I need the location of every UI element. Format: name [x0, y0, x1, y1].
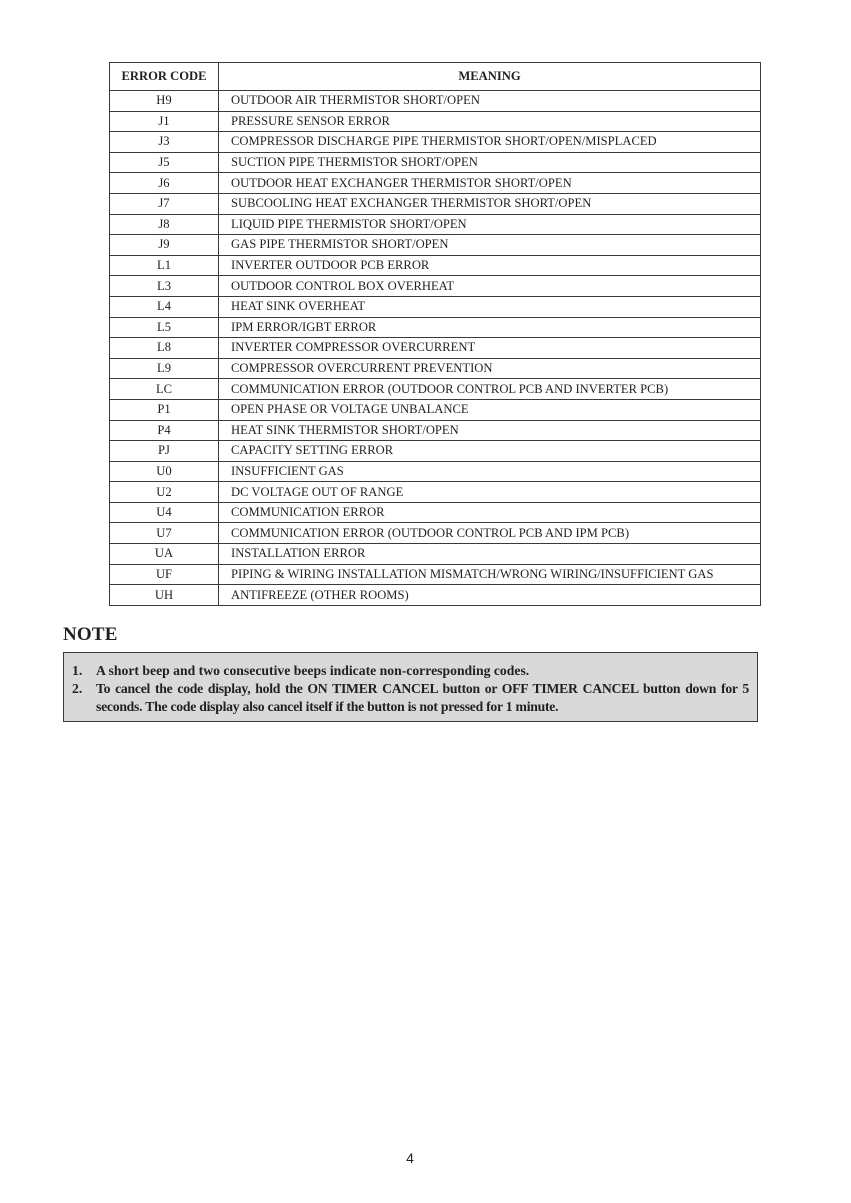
meaning-cell: SUBCOOLING HEAT EXCHANGER THERMISTOR SHORT/OPEN	[219, 193, 761, 214]
meaning-cell: SUCTION PIPE THERMISTOR SHORT/OPEN	[219, 152, 761, 173]
table-row	[110, 358, 761, 379]
error-code-cell: L9	[110, 358, 219, 379]
error-code-cell: P1	[110, 399, 219, 420]
meaning-cell: COMMUNICATION ERROR (OUTDOOR CONTROL PCB AND IPM PCB)	[219, 523, 761, 544]
error-code-cell: P4	[110, 420, 219, 441]
error-code-cell: LC	[110, 379, 219, 400]
table-row	[110, 564, 761, 585]
note-item-number: 2.	[72, 681, 83, 696]
table-row	[110, 482, 761, 503]
meaning-cell: INSUFFICIENT GAS	[219, 461, 761, 482]
error-code-cell: U4	[110, 502, 219, 523]
table-row	[110, 152, 761, 173]
meaning-cell: DC VOLTAGE OUT OF RANGE	[219, 482, 761, 503]
note-item-text: To cancel the code display, hold the ON TIMER CANCEL button or OFF TIMER CANCEL button down for 5 seconds. The code display also cancel itself if the button is not pressed for 1 minute.	[96, 681, 749, 714]
table-header-row	[110, 63, 761, 91]
error-code-table	[109, 62, 761, 606]
note-item	[72, 662, 749, 680]
header-error-code: ERROR CODE	[110, 63, 219, 91]
error-code-cell: L4	[110, 296, 219, 317]
meaning-cell: GAS PIPE THERMISTOR SHORT/OPEN	[219, 235, 761, 256]
table-row	[110, 235, 761, 256]
error-code-cell: U2	[110, 482, 219, 503]
error-code-cell: J9	[110, 235, 219, 256]
note-title: NOTE	[63, 624, 118, 645]
page-number: 4	[406, 1150, 414, 1166]
error-code-cell: J6	[110, 173, 219, 194]
table-row	[110, 255, 761, 276]
table-row	[110, 276, 761, 297]
note-box	[63, 652, 758, 722]
meaning-cell: LIQUID PIPE THERMISTOR SHORT/OPEN	[219, 214, 761, 235]
meaning-cell: OUTDOOR HEAT EXCHANGER THERMISTOR SHORT/OPEN	[219, 173, 761, 194]
table-row	[110, 461, 761, 482]
meaning-cell: ANTIFREEZE (OTHER ROOMS)	[219, 585, 761, 606]
meaning-cell: CAPACITY SETTING ERROR	[219, 441, 761, 462]
meaning-cell: COMPRESSOR DISCHARGE PIPE THERMISTOR SHORT/OPEN/MISPLACED	[219, 132, 761, 153]
meaning-cell: OPEN PHASE OR VOLTAGE UNBALANCE	[219, 399, 761, 420]
meaning-cell: IPM ERROR/IGBT ERROR	[219, 317, 761, 338]
table-row	[110, 523, 761, 544]
table-row	[110, 193, 761, 214]
table-row	[110, 111, 761, 132]
table-row	[110, 441, 761, 462]
meaning-cell: COMMUNICATION ERROR	[219, 502, 761, 523]
error-code-cell: UA	[110, 544, 219, 565]
table-row	[110, 214, 761, 235]
error-code-cell: U0	[110, 461, 219, 482]
meaning-cell: INVERTER OUTDOOR PCB ERROR	[219, 255, 761, 276]
table-row	[110, 132, 761, 153]
table-row	[110, 544, 761, 565]
error-code-cell: L5	[110, 317, 219, 338]
note-item-number: 1.	[72, 663, 83, 678]
table-row	[110, 420, 761, 441]
error-code-cell: UH	[110, 585, 219, 606]
meaning-cell: HEAT SINK OVERHEAT	[219, 296, 761, 317]
error-code-cell: H9	[110, 91, 219, 112]
table-row	[110, 502, 761, 523]
table-row	[110, 399, 761, 420]
meaning-cell: PRESSURE SENSOR ERROR	[219, 111, 761, 132]
meaning-cell: INVERTER COMPRESSOR OVERCURRENT	[219, 338, 761, 359]
error-code-cell: L3	[110, 276, 219, 297]
error-code-cell: UF	[110, 564, 219, 585]
error-code-cell: J3	[110, 132, 219, 153]
meaning-cell: INSTALLATION ERROR	[219, 544, 761, 565]
table-row	[110, 585, 761, 606]
meaning-cell: COMPRESSOR OVERCURRENT PREVENTION	[219, 358, 761, 379]
table-row	[110, 379, 761, 400]
error-code-cell: J5	[110, 152, 219, 173]
meaning-cell: OUTDOOR AIR THERMISTOR SHORT/OPEN	[219, 91, 761, 112]
error-code-cell: PJ	[110, 441, 219, 462]
error-code-cell: L1	[110, 255, 219, 276]
error-code-cell: L8	[110, 338, 219, 359]
table-row	[110, 173, 761, 194]
error-code-cell: J7	[110, 193, 219, 214]
error-code-cell: U7	[110, 523, 219, 544]
error-code-cell: J1	[110, 111, 219, 132]
note-item	[72, 680, 749, 716]
table-row	[110, 338, 761, 359]
error-code-cell: J8	[110, 214, 219, 235]
meaning-cell: HEAT SINK THERMISTOR SHORT/OPEN	[219, 420, 761, 441]
meaning-cell: OUTDOOR CONTROL BOX OVERHEAT	[219, 276, 761, 297]
meaning-cell: COMMUNICATION ERROR (OUTDOOR CONTROL PCB AND INVERTER PCB)	[219, 379, 761, 400]
table-row	[110, 296, 761, 317]
table-row	[110, 91, 761, 112]
header-meaning: MEANING	[219, 63, 761, 91]
table-row	[110, 317, 761, 338]
note-item-text: A short beep and two consecutive beeps indicate non-corresponding codes.	[96, 663, 530, 678]
meaning-cell: PIPING & WIRING INSTALLATION MISMATCH/WRONG WIRING/INSUFFICIENT GAS	[219, 564, 761, 585]
